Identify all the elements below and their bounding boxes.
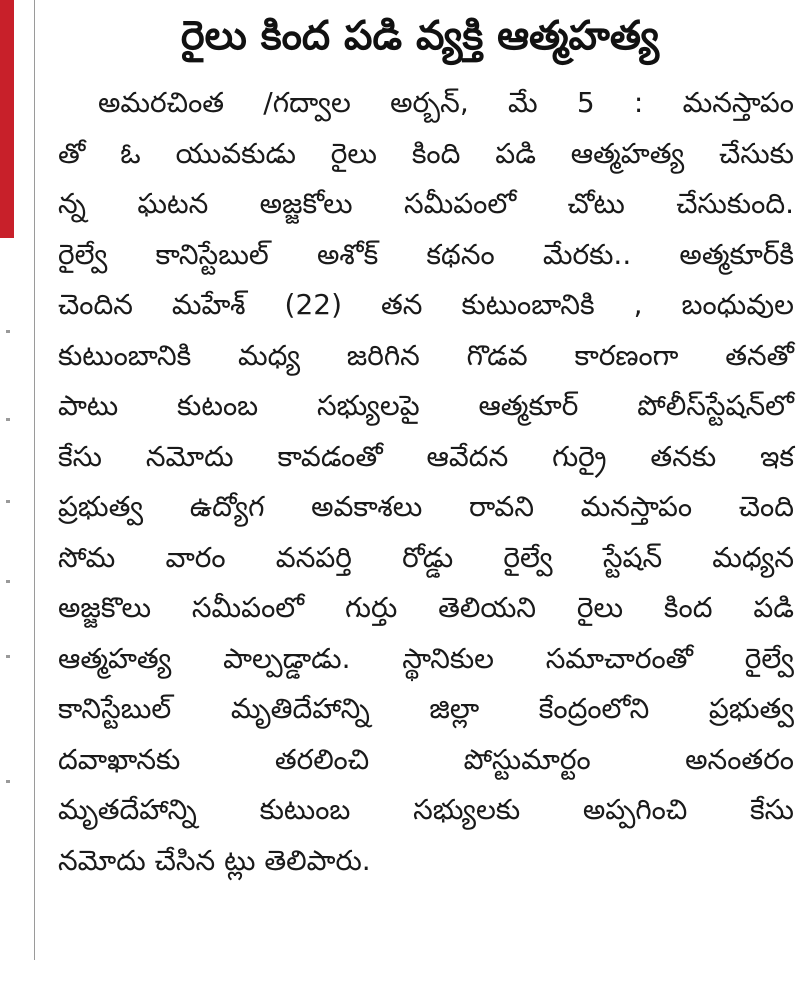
margin-tick (6, 330, 10, 333)
margin-tick (6, 780, 10, 783)
article-line: అమరచింత /గద్వాల అర్బన్, మే 5 : మనస్తాపం (98, 86, 794, 119)
margin-tick (6, 580, 10, 583)
article-line: సోమ వారం వనపర్తి రోడ్డు రైల్వే స్టేషన్ మధ్యన (58, 540, 794, 574)
margin-tick (6, 500, 10, 503)
article-line: నమోదు చేసిన ట్లు తెలిపారు. (58, 843, 371, 877)
article-body (58, 78, 794, 886)
red-color-strip (0, 0, 14, 238)
headline: రైలు కింద పడి వ్యక్తి ఆత్మహత్య (180, 13, 660, 59)
article-line: తో ఓ యువకుడు రైలు కింది పడి ఆత్మహత్య చేసుకు (58, 136, 794, 170)
article-line: ఆత్మహత్య పాల్పడ్డాడు. స్థానికుల సమాచారంతో రైల్వే (58, 641, 794, 675)
article-line: ప్రభుత్వ ఉద్యోగ అవకాశలు రావని మనస్తాపం చెంది (58, 490, 794, 523)
article-line: న్న ఘటన అజ్జకోలు సమీపంలో చోటు చేసుకుంది. (58, 187, 794, 220)
margin-tick (6, 655, 10, 658)
article-line: కుటుంబానికి మధ్య జరిగిన గొడవ కారణంగా తనతో (58, 338, 794, 372)
column-rule (34, 0, 35, 960)
article-line: అజ్జకొలు సమీపంలో గుర్తు తెలియని రైలు కింద పడి (58, 591, 794, 624)
article-line: కానిస్టేబుల్ మృతిదేహాన్ని జిల్లా కేంద్రంలోని ప్రభుత్వ (58, 692, 794, 725)
article-line: పాటు కుటంబ సభ్యులపై ఆత్మకూర్ పోలీస్‌స్టేషన్‌లో (58, 389, 794, 422)
article-line: కేసు నమోదు కావడంతో ఆవేదన గుర్రై తనకు ఇక (58, 439, 794, 473)
article-line: చెందిన మహేశ్ (22) తన కుటుంబానికి , బంధువుల (58, 288, 794, 321)
article-line: రైల్వే కానిస్టేబుల్ అశోక్ కథనం మేరకు.. అత్మకూర్‌కి (58, 237, 794, 271)
article-line: మృతదేహాన్ని కుటుంబ సభ్యులకు అప్పగించి కేసు (58, 793, 794, 826)
article-line: దవాఖానకు తరలించి పోస్టుమార్టం అనంతరం (58, 742, 794, 776)
margin-tick (6, 418, 10, 421)
